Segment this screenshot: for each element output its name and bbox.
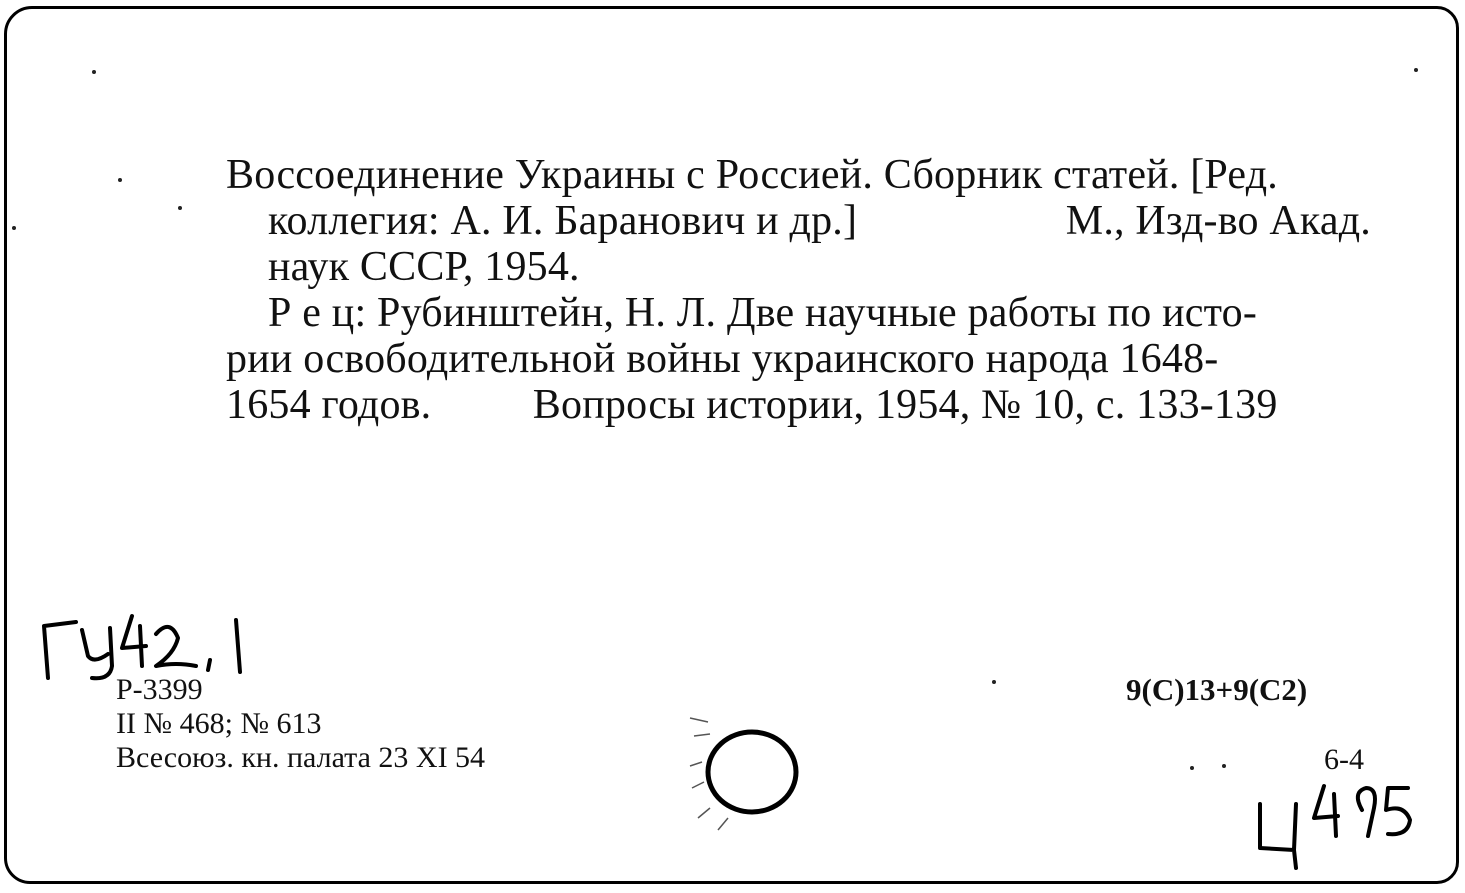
speck xyxy=(992,680,996,684)
speck xyxy=(178,206,182,210)
entry-title-line: Воссоединение Украины с Россией. Сборник статей. [Ред. xyxy=(226,152,1278,198)
speck xyxy=(1414,68,1418,72)
speck xyxy=(92,70,96,74)
entry-editors: коллегия: А. И. Баранович и др.] xyxy=(268,198,858,244)
handwritten-shelfmark xyxy=(36,604,266,684)
record-numbers: II № 468; № 613 xyxy=(116,707,322,740)
entry-review-years: 1654 годов. xyxy=(226,382,432,428)
speck xyxy=(118,178,122,182)
entry-publisher: М., Изд-во Акад. xyxy=(1065,198,1371,244)
sub-class: 6-4 xyxy=(1324,743,1364,776)
entry-review-source: Вопросы истории, 1954, № 10, с. 133-139 xyxy=(532,382,1278,428)
entry-review-line-2: рии освободительной войны украинского народа 1648- xyxy=(226,336,1219,382)
entry-editors-line xyxy=(226,198,1371,244)
catalog-entry xyxy=(226,152,1371,428)
entry-review-line: Р е ц: Рубинштейн, Н. Л. Две научные работы по исто- xyxy=(268,290,1258,336)
speck xyxy=(1190,766,1194,770)
entry-review-line-3 xyxy=(226,382,1371,428)
punch-hole-icon xyxy=(688,712,808,836)
entry-imprint-line: наук СССР, 1954. xyxy=(268,244,580,290)
classification-code: 9(С)13+9(С2) xyxy=(1126,672,1308,707)
card-number: Р-3399 xyxy=(116,673,203,706)
speck xyxy=(12,226,16,230)
handwritten-code xyxy=(1248,774,1428,874)
speck xyxy=(1222,764,1226,768)
chamber-line: Всесоюз. кн. палата 23 XI 54 xyxy=(116,741,486,774)
